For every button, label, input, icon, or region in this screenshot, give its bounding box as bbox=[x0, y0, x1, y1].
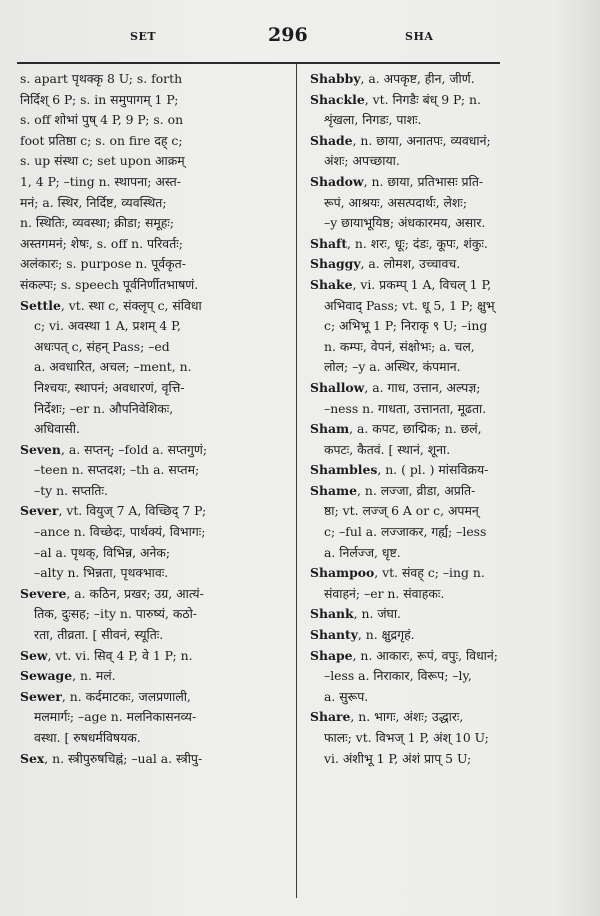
entry-line: –al a. पृथक्, विभिन्न, अनेक; bbox=[34, 544, 171, 560]
entry-line: अधिवासी. bbox=[34, 421, 80, 437]
right-column bbox=[310, 69, 580, 769]
entry-headline bbox=[310, 419, 580, 440]
entry-headline bbox=[20, 584, 292, 605]
headword: Settle bbox=[20, 297, 61, 313]
entry-line: मलमार्गः; –age n. मलनिकासनव्य- bbox=[34, 709, 197, 725]
headword: Shake bbox=[310, 276, 353, 292]
definition-text: , vi. प्रकम्प् 1 A, विचल् 1 P, bbox=[352, 276, 492, 292]
entry-headline bbox=[310, 131, 580, 152]
entry-line: –alty n. भिन्नता, पृथक्भावः. bbox=[34, 565, 169, 581]
definition-text: , n. ( pl. ) मांसविक्रय- bbox=[377, 462, 489, 478]
entry-line: –less a. निराकार, विरूप; –ly, bbox=[324, 668, 472, 684]
entry-line: s. off शोभां पुष् 4 P, 9 P; s. on bbox=[20, 112, 184, 128]
entry-line: संकल्पः; s. speech पूर्वनिर्णीतभाषणं. bbox=[20, 276, 199, 292]
entry-headline bbox=[20, 646, 292, 667]
entry-line: –ty n. सप्ततिः. bbox=[34, 482, 108, 498]
definition-text: , a. कठिन, प्रखर; उग्र, आत्यं- bbox=[66, 585, 204, 601]
entry-headline bbox=[20, 440, 292, 461]
headword: Shanty bbox=[310, 627, 358, 643]
entry-line: वस्था. [ रुषधर्मविषयक. bbox=[34, 730, 141, 745]
definition-text: , n. मलं. bbox=[72, 668, 116, 684]
headword: Share bbox=[310, 709, 351, 725]
definition-text: , a. लोमश, उच्चावच. bbox=[360, 256, 461, 272]
definition-text: , n. छाया, प्रतिभासः प्रति- bbox=[363, 173, 484, 189]
headword: Shabby bbox=[310, 71, 361, 86]
entry-line: n. कम्पः, वेपनं, संक्षोभः; a. चल, bbox=[324, 338, 475, 354]
entry-headline bbox=[20, 749, 292, 770]
definition-text: , n. कर्दमाटकः, जलप्रणाली, bbox=[61, 688, 191, 704]
entry-headline bbox=[20, 296, 292, 317]
entry-headline bbox=[310, 707, 580, 728]
definition-text: , a. अपकृष्ट, हीन, जीर्ण. bbox=[360, 71, 475, 86]
entry-line: s. up संस्था c; set upon आक्रम् bbox=[20, 153, 185, 169]
entry-headline bbox=[310, 234, 580, 255]
left-guide-word: SET bbox=[130, 30, 157, 43]
page-number: 296 bbox=[268, 24, 308, 46]
entry-line: तिक, दुःसह; –ity n. पारुष्यं, कठो- bbox=[34, 606, 197, 622]
entry-line: c; vi. अवस्था 1 A, प्रशम् 4 P, bbox=[34, 318, 181, 334]
entry-line: –ness n. गाधता, उत्तानता, मूढता. bbox=[324, 400, 487, 416]
entry-headline bbox=[310, 275, 580, 296]
headword: Seven bbox=[20, 441, 61, 457]
entry-line: a. निर्लज्ज, धृष्ट. bbox=[324, 544, 401, 560]
headword: Shackle bbox=[310, 91, 365, 107]
definition-text: , a. सप्तन्; –fold a. सप्तगुणं; bbox=[60, 441, 208, 457]
entry-line: मनं; a. स्थिर, निर्दिष्ट, व्यवस्थित; bbox=[20, 194, 167, 210]
entry-headline bbox=[310, 563, 580, 584]
headword: Shame bbox=[310, 482, 357, 498]
entry-line: 1, 4 P; –ting n. स्थापना; अस्त- bbox=[20, 173, 181, 189]
entry-line: a. सुरूप. bbox=[324, 688, 369, 704]
headword: Sex bbox=[20, 750, 45, 766]
entry-line: a. अवधारित, अचल; –ment, n. bbox=[34, 359, 192, 375]
headword: Sever bbox=[20, 503, 59, 519]
entry-line: अधःपत् c, संहन् Pass; –ed bbox=[34, 338, 170, 354]
entry-line: अस्तगमनं; शेषः, s. off n. परिवर्तः; bbox=[20, 235, 183, 251]
entry-line: c; अभिभू 1 P; निराकृ ९ U; –ing bbox=[324, 318, 488, 334]
definition-text: , a. कपट, छाद्मिक; n. छलं, bbox=[349, 421, 482, 437]
entry-headline bbox=[310, 460, 580, 481]
definition-text: , n. क्षुद्रगृहं. bbox=[357, 627, 415, 643]
entry-headline bbox=[310, 90, 580, 111]
entry-headline bbox=[310, 69, 580, 90]
entry-line: निर्दिश् 6 P; s. in समुपागम् 1 P; bbox=[20, 91, 179, 107]
entry-line: संवाहनं; –er n. संवाहकः. bbox=[324, 585, 445, 601]
entry-headline bbox=[310, 378, 580, 399]
definition-text: , n. आकारः, रूपं, वपुः, विधानं; bbox=[352, 647, 498, 663]
entry-headline bbox=[20, 666, 292, 687]
column-divider bbox=[296, 64, 298, 898]
entry-line: foot प्रतिष्ठा c; s. on fire दह् c; bbox=[20, 132, 183, 148]
entry-headline bbox=[310, 625, 580, 646]
entry-line: निश्चयः, स्थापनं; अवधारणं, वृत्ति- bbox=[34, 379, 185, 395]
entry-headline bbox=[20, 687, 292, 708]
header-rule bbox=[17, 62, 500, 64]
entry-headline bbox=[310, 481, 580, 502]
entry-headline bbox=[20, 501, 292, 522]
entry-headline bbox=[310, 172, 580, 193]
definition-text: , a. गाध, उत्तान, अल्पज्ञ; bbox=[364, 379, 481, 395]
running-header bbox=[0, 22, 600, 48]
entry-line: निर्देशः; –er n. औपनिवेशिकः, bbox=[34, 400, 174, 416]
definition-text: , vt. स्था c, संक्लृप् c, संविधा bbox=[60, 297, 202, 313]
definition-text: , vt. vi. सिव् 4 P, वे 1 P; n. bbox=[47, 647, 193, 663]
headword: Sewer bbox=[20, 688, 62, 704]
entry-line: फालः; vt. विभज् 1 P, अंश् 10 U; bbox=[324, 730, 489, 745]
entry-line: अलंकारः; s. purpose n. पूर्वकृत- bbox=[20, 256, 186, 272]
headword: Shadow bbox=[310, 173, 364, 189]
entry-line: –y छायाभूयिष्ठ; अंधकारमय, असार. bbox=[324, 215, 486, 231]
entry-line: c; –ful a. लज्जाकर, गर्ह्य; –less bbox=[324, 524, 487, 540]
definition-text: , n. शरः, धूः; दंडः, कूपः, शंकुः. bbox=[347, 235, 488, 251]
entry-line: vi. अंशीभू 1 P, अंशं प्राप् 5 U; bbox=[324, 750, 472, 766]
entry-line: –ance n. विच्छेदः, पार्थक्यं, विभागः; bbox=[34, 524, 206, 540]
headword: Shank bbox=[310, 606, 354, 622]
entry-line: n. स्थितिः, व्यवस्था; क्रीडा; समूहः; bbox=[20, 215, 175, 231]
entry-headline bbox=[310, 646, 580, 667]
headword: Shambles bbox=[310, 462, 378, 478]
right-guide-word: SHA bbox=[405, 30, 434, 43]
definition-text: , n. स्त्रीपुरुषचिह्नं; –ual a. स्त्रीपु- bbox=[44, 750, 203, 766]
headword: Sham bbox=[310, 421, 350, 437]
entry-line: अंशः; अपच्छाया. bbox=[324, 153, 400, 169]
headword: Shape bbox=[310, 647, 353, 663]
definition-text: , n. लज्जा, व्रीडा, अप्रति- bbox=[356, 482, 476, 498]
entry-line: लोल; –y a. अस्थिर, कंपमान. bbox=[324, 359, 461, 375]
entry-line: कपटः, कैतवं. [ स्थानं, शूना. bbox=[324, 441, 451, 457]
entry-line: अभिवाद् Pass; vt. धू 5, 1 P; क्षुभ् bbox=[324, 297, 495, 313]
entry-line: रूपं, आश्रयः, असत्पदार्थः, लेशः; bbox=[324, 194, 467, 210]
definition-text: , n. भागः, अंशः; उद्धारः, bbox=[350, 709, 464, 725]
entry-line: ष्ठा; vt. लज्ज् 6 A or c, अपमन् bbox=[324, 503, 479, 519]
headword: Severe bbox=[20, 585, 67, 601]
headword: Shade bbox=[310, 132, 353, 148]
definition-text: , n. छाया, अनातपः, व्यवधानं; bbox=[352, 132, 491, 148]
definition-text: , vt. निगडैः बंध् 9 P; n. bbox=[364, 91, 481, 107]
definition-text: , vt. वियुज् 7 A, विच्छिद् 7 P; bbox=[58, 503, 207, 519]
headword: Shaggy bbox=[310, 256, 361, 272]
headword: Sewage bbox=[20, 668, 73, 684]
entry-line: –teen n. सप्तदश; –th a. सप्तम; bbox=[34, 462, 200, 478]
entry-line: रता, तीव्रता. [ सीवनं, स्यूतिः. bbox=[34, 627, 164, 643]
entry-line: शृंखला, निगडः, पाशः. bbox=[324, 112, 422, 128]
entry-line: s. apart पृथक्कृ 8 U; s. forth bbox=[20, 71, 183, 86]
left-column bbox=[20, 69, 292, 769]
entry-headline bbox=[310, 604, 580, 625]
headword: Sew bbox=[20, 647, 48, 663]
entry-headline bbox=[310, 254, 580, 275]
headword: Shaft bbox=[310, 235, 348, 251]
headword: Shallow bbox=[310, 379, 365, 395]
definition-text: , vt. संवह् c; –ing n. bbox=[374, 565, 485, 581]
headword: Shampoo bbox=[310, 565, 375, 581]
definition-text: , n. जंघा. bbox=[353, 606, 401, 622]
